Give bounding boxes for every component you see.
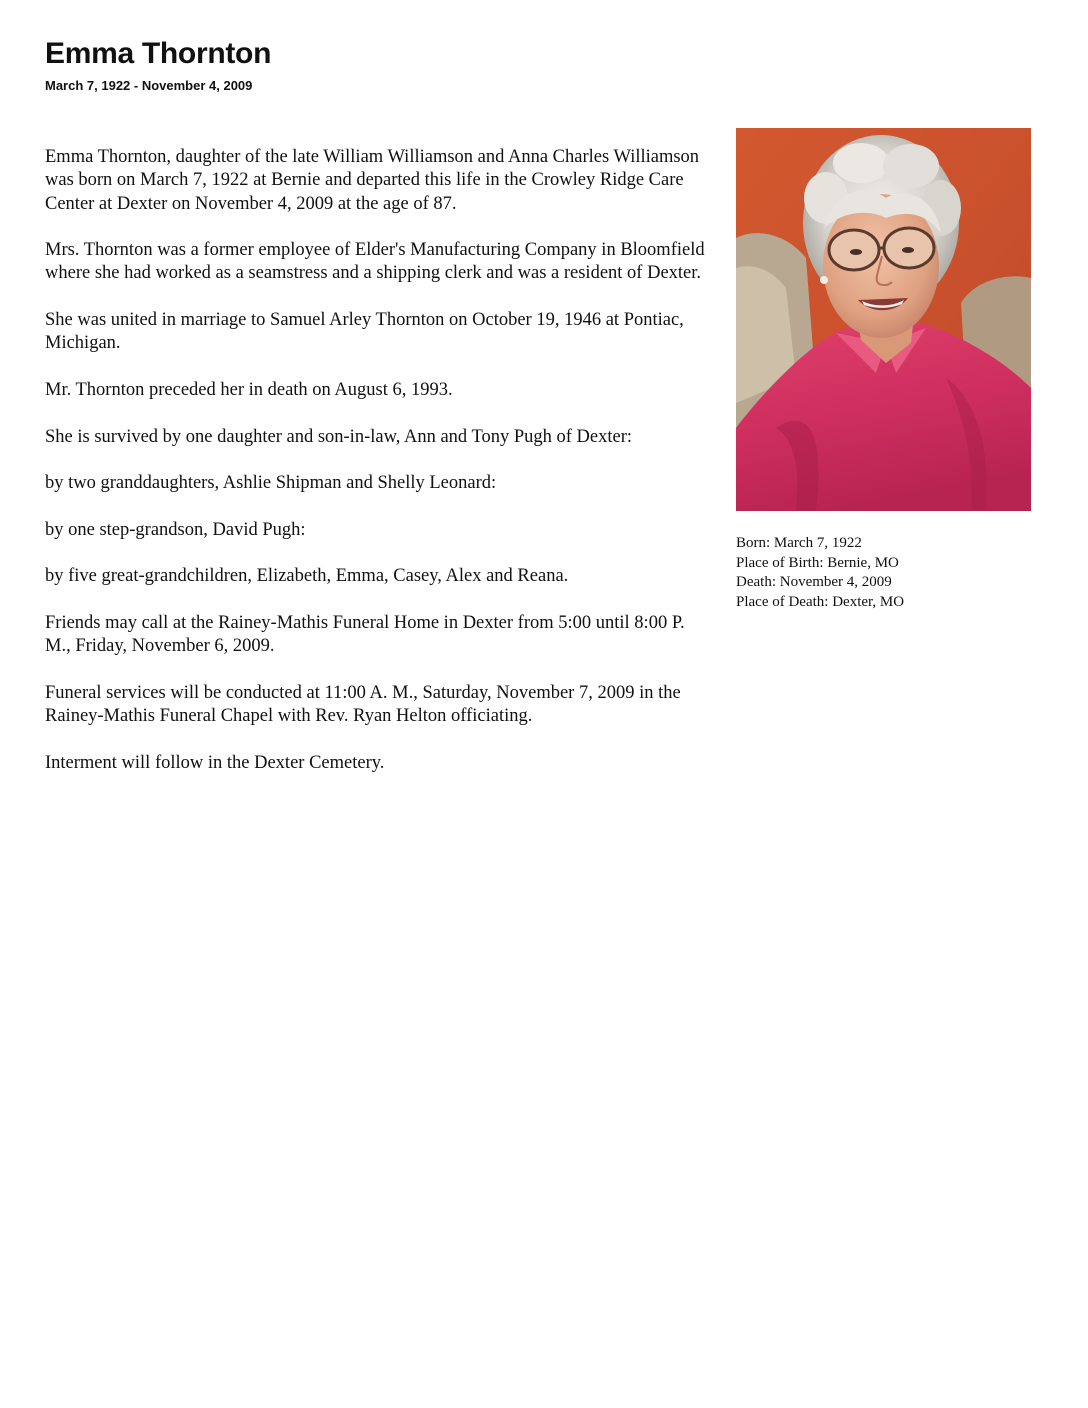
portrait-photo <box>736 128 1031 511</box>
life-dates: March 7, 1922 - November 4, 2009 <box>45 78 253 93</box>
paragraph: Mr. Thornton preceded her in death on August 6, 1993. <box>45 379 453 400</box>
page-title: Emma Thornton <box>45 37 272 70</box>
paragraph: by two granddaughters, Ashlie Shipman and Shelly Leonard: <box>45 473 497 494</box>
place-of-birth: Place of Birth: Bernie, MO <box>736 554 899 571</box>
born-date: Born: March 7, 1922 <box>736 535 862 551</box>
death-date: Death: November 4, 2009 <box>736 574 892 590</box>
paragraph: She is survived by one daughter and son-in-law, Ann and Tony Pugh of Dexter: <box>45 426 633 447</box>
place-of-death: Place of Death: Dexter, MO <box>736 593 905 610</box>
paragraph: by five great-grandchildren, Elizabeth, Emma, Casey, Alex and Reana. <box>45 566 569 587</box>
obituary-body <box>45 146 705 798</box>
paragraph: Mrs. Thornton was a former employee of Elder's Manufacturing Company in Bloomfield where she had worked as a seamstress and a shipping clerk and was a resident of Dexter. <box>45 240 705 284</box>
paragraph: by one step-grandson, David Pugh: <box>45 519 306 540</box>
paragraph: She was united in marriage to Samuel Arley Thornton on October 19, 1946 at Pontiac, Michigan. <box>45 310 684 354</box>
paragraph: Interment will follow in the Dexter Cemetery. <box>45 752 385 773</box>
obituary-header <box>45 36 271 94</box>
paragraph: Emma Thornton, daughter of the late William Williamson and Anna Charles Williamson was born on March 7, 1922 at Bernie and departed this life in the Crowley Ridge Care Center at Dexter on November 4, 2009 at the age of 87. <box>45 147 700 214</box>
paragraph: Funeral services will be conducted at 11:00 A. M., Saturday, November 7, 2009 in the Rainey-Mathis Funeral Chapel with Rev. Ryan Helton officiating. <box>45 682 681 727</box>
paragraph: Friends may call at the Rainey-Mathis Funeral Home in Dexter from 5:00 until 8:00 P. M., Friday, November 6, 2009. <box>45 612 685 657</box>
vital-facts <box>736 534 904 612</box>
